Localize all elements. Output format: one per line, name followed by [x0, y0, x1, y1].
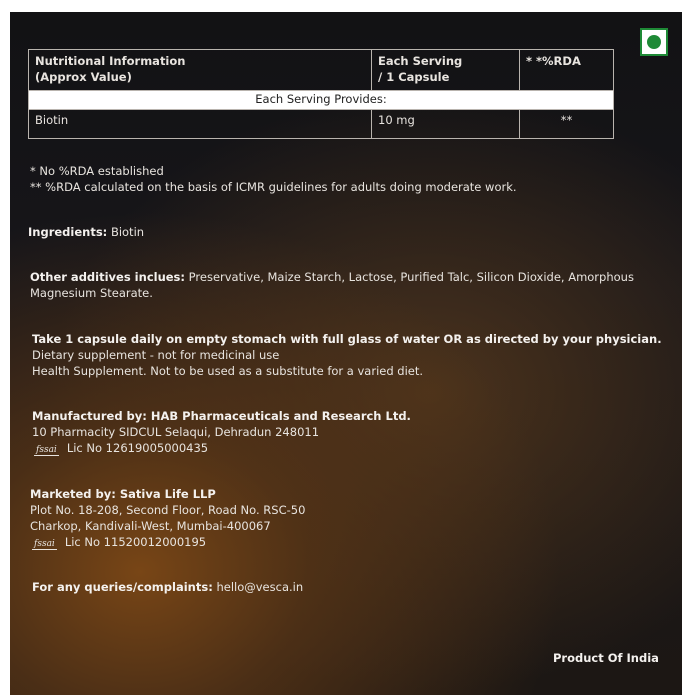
label-panel	[10, 12, 682, 695]
nutrient-amount: 10 mg	[372, 110, 520, 139]
contact-email[interactable]: hello@vesca.in	[216, 580, 304, 594]
header-nutritional-info: Nutritional Information	[35, 54, 186, 68]
marketer-license-line	[32, 534, 206, 550]
fssai-logo-icon: fssai	[34, 539, 55, 549]
table-header-row	[29, 50, 614, 91]
marketer-address2: Charkop, Kandivali-West, Mumbai-400067	[30, 519, 271, 533]
additives	[30, 269, 634, 285]
manufacturer-label: Manufactured by: HAB Pharmaceuticals and Research Ltd.	[32, 409, 411, 423]
additives-value: Preservative, Maize Starch, Lactose, Purified Talc, Silicon Dioxide, Amorphous	[188, 270, 634, 284]
ingredients	[28, 224, 144, 240]
each-serving-provides: Each Serving Provides:	[29, 91, 614, 110]
note-icmr: ** %RDA calculated on the basis of ICMR guidelines for adults doing moderate work.	[30, 180, 517, 194]
manufacturer-license-line	[34, 440, 208, 456]
ingredients-value: Biotin	[110, 225, 145, 239]
marketer-license: Lic No 11520012000195	[64, 535, 207, 549]
marketer-address1: Plot No. 18-208, Second Floor, Road No. RSC-50	[30, 503, 306, 517]
header-each-serving: Each Serving	[378, 54, 463, 68]
nutrient-rda: **	[520, 110, 614, 139]
table-provides-row	[29, 91, 614, 110]
contact	[32, 579, 303, 595]
directions-usage: Take 1 capsule daily on empty stomach with full glass of water OR as directed by your physician.	[32, 332, 662, 346]
contact-label: For any queries/complaints:	[32, 580, 213, 594]
header-per-capsule: / 1 Capsule	[378, 70, 450, 84]
table-row	[29, 110, 614, 139]
nutrient-name: Biotin	[29, 110, 372, 139]
directions-dietary: Dietary supplement - not for medicinal use	[32, 348, 280, 362]
nutrition-table	[28, 49, 614, 139]
marketer-label: Marketed by: Sativa Life LLP	[30, 487, 216, 501]
header-approx-value: (Approx Value)	[35, 70, 132, 84]
additives-label: Other additives inclues:	[30, 270, 186, 284]
ingredients-label: Ingredients:	[28, 225, 108, 239]
manufacturer-address: 10 Pharmacity SIDCUL Selaqui, Dehradun 248011	[32, 425, 320, 439]
manufacturer-license: Lic No 12619005000435	[66, 441, 209, 455]
fssai-logo-icon: fssai	[36, 445, 57, 455]
product-origin: Product Of India	[553, 651, 659, 665]
note-no-rda: * No %RDA established	[30, 164, 164, 178]
header-rda: * *%RDA	[520, 50, 614, 91]
veg-symbol-icon	[640, 28, 668, 56]
additives-line2: Magnesium Stearate.	[30, 286, 153, 300]
directions-health: Health Supplement. Not to be used as a substitute for a varied diet.	[32, 364, 424, 378]
